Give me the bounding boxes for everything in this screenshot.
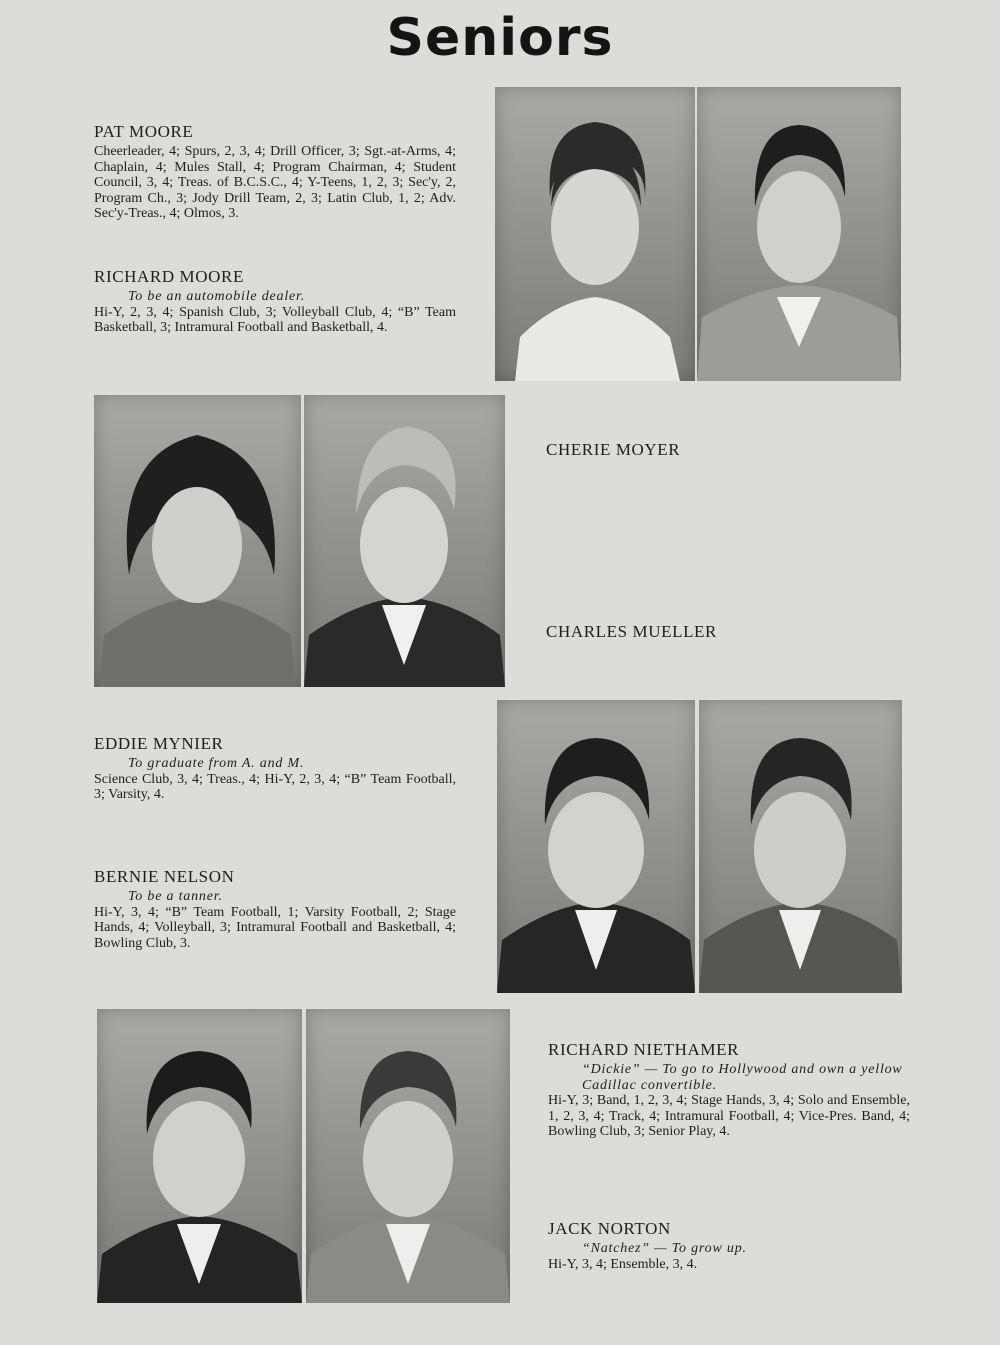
student-activities: Hi-Y, 2, 3, 4; Spanish Club, 3; Volleyball Club, 4; “B” Team Basketball, 3; Intramural Football and Basketball, 4. (94, 304, 456, 335)
student-activities: Hi-Y, 3; Band, 1, 2, 3, 4; Stage Hands, 3, 4; Solo and Ensemble, 1, 2, 3, 4; Track, 4; Intramural Football, 4; Vice-Pres. Band, 4; Bowling Club, 3; Senior Play, 4. (548, 1093, 910, 1139)
portrait-silhouette (94, 395, 301, 687)
student-activities: Cheerleader, 4; Spurs, 2, 3, 4; Drill Officer, 3; Sgt.-at-Arms, 4; Chaplain, 4; Mules Stall, 4; Program Chairman, 4; Student Council, 3, 4; Treas. of B.C.S.C., 4; Y-Teens, 1, 2, 3; Sec'y, 2, Program Ch., 3; Jody Drill Team, 2, 3; Latin Club, 1, 2; Adv. Sec'y-Treas., 4; Olmos, 3. (94, 144, 456, 221)
portrait-photo-jack-norton (306, 1009, 510, 1303)
entry-richard-moore (94, 267, 456, 336)
portrait-silhouette (306, 1009, 510, 1303)
portrait-photo-richard-niethamer (97, 1009, 302, 1303)
student-name: RICHARD NIETHAMER (548, 1040, 740, 1059)
student-name: CHERIE MOYER (546, 440, 681, 459)
page-title: Seniors (386, 8, 614, 68)
portrait-silhouette (699, 700, 902, 993)
student-ambition: “Dickie” — To go to Hollywood and own a yellow Cadillac convertible. (582, 1062, 903, 1093)
student-name: PAT MOORE (94, 122, 194, 141)
student-name: RICHARD MOORE (94, 267, 244, 286)
entry-jack-norton (548, 1219, 910, 1272)
student-name: JACK NORTON (548, 1219, 671, 1238)
portrait-photo-pat-moore (495, 87, 695, 381)
student-name: BERNIE NELSON (94, 867, 235, 886)
student-activities: Hi-Y, 3, 4; Ensemble, 3, 4. (548, 1256, 698, 1272)
portrait-silhouette (97, 1009, 302, 1303)
portrait-photo-bernie-nelson (699, 700, 902, 993)
student-activities: Science Club, 3, 4; Treas., 4; Hi-Y, 2, 3, 4; “B” Team Football, 3; Varsity, 4. (94, 771, 456, 802)
portrait-silhouette (697, 87, 901, 381)
student-ambition: To be a tanner. (128, 889, 223, 904)
portrait-silhouette (304, 395, 505, 687)
portrait-photo-richard-moore (697, 87, 901, 381)
portrait-photo-eddie-mynier (497, 700, 695, 993)
student-name: EDDIE MYNIER (94, 734, 224, 753)
portrait-silhouette (495, 87, 695, 381)
entry-eddie-mynier (94, 734, 456, 803)
entry-richard-niethamer (548, 1040, 910, 1140)
student-ambition: To be an automobile dealer. (128, 289, 306, 304)
student-name: CHARLES MUELLER (546, 622, 717, 641)
entry-cherie-moyer (546, 440, 908, 462)
portrait-photo-charles-mueller (304, 395, 505, 687)
entry-bernie-nelson (94, 867, 456, 951)
portrait-silhouette (497, 700, 695, 993)
student-ambition: To graduate from A. and M. (128, 756, 305, 771)
entry-charles-mueller (546, 622, 908, 644)
student-ambition: “Natchez” — To grow up. (582, 1241, 747, 1256)
student-activities: Hi-Y, 3, 4; “B” Team Football, 1; Varsity Football, 2; Stage Hands, 4; Volleyball, 3; Intramural Football and Basketball, 4; Bowling Club, 3. (94, 904, 456, 951)
entry-pat-moore (94, 122, 456, 222)
portrait-photo-cherie-moyer (94, 395, 301, 687)
